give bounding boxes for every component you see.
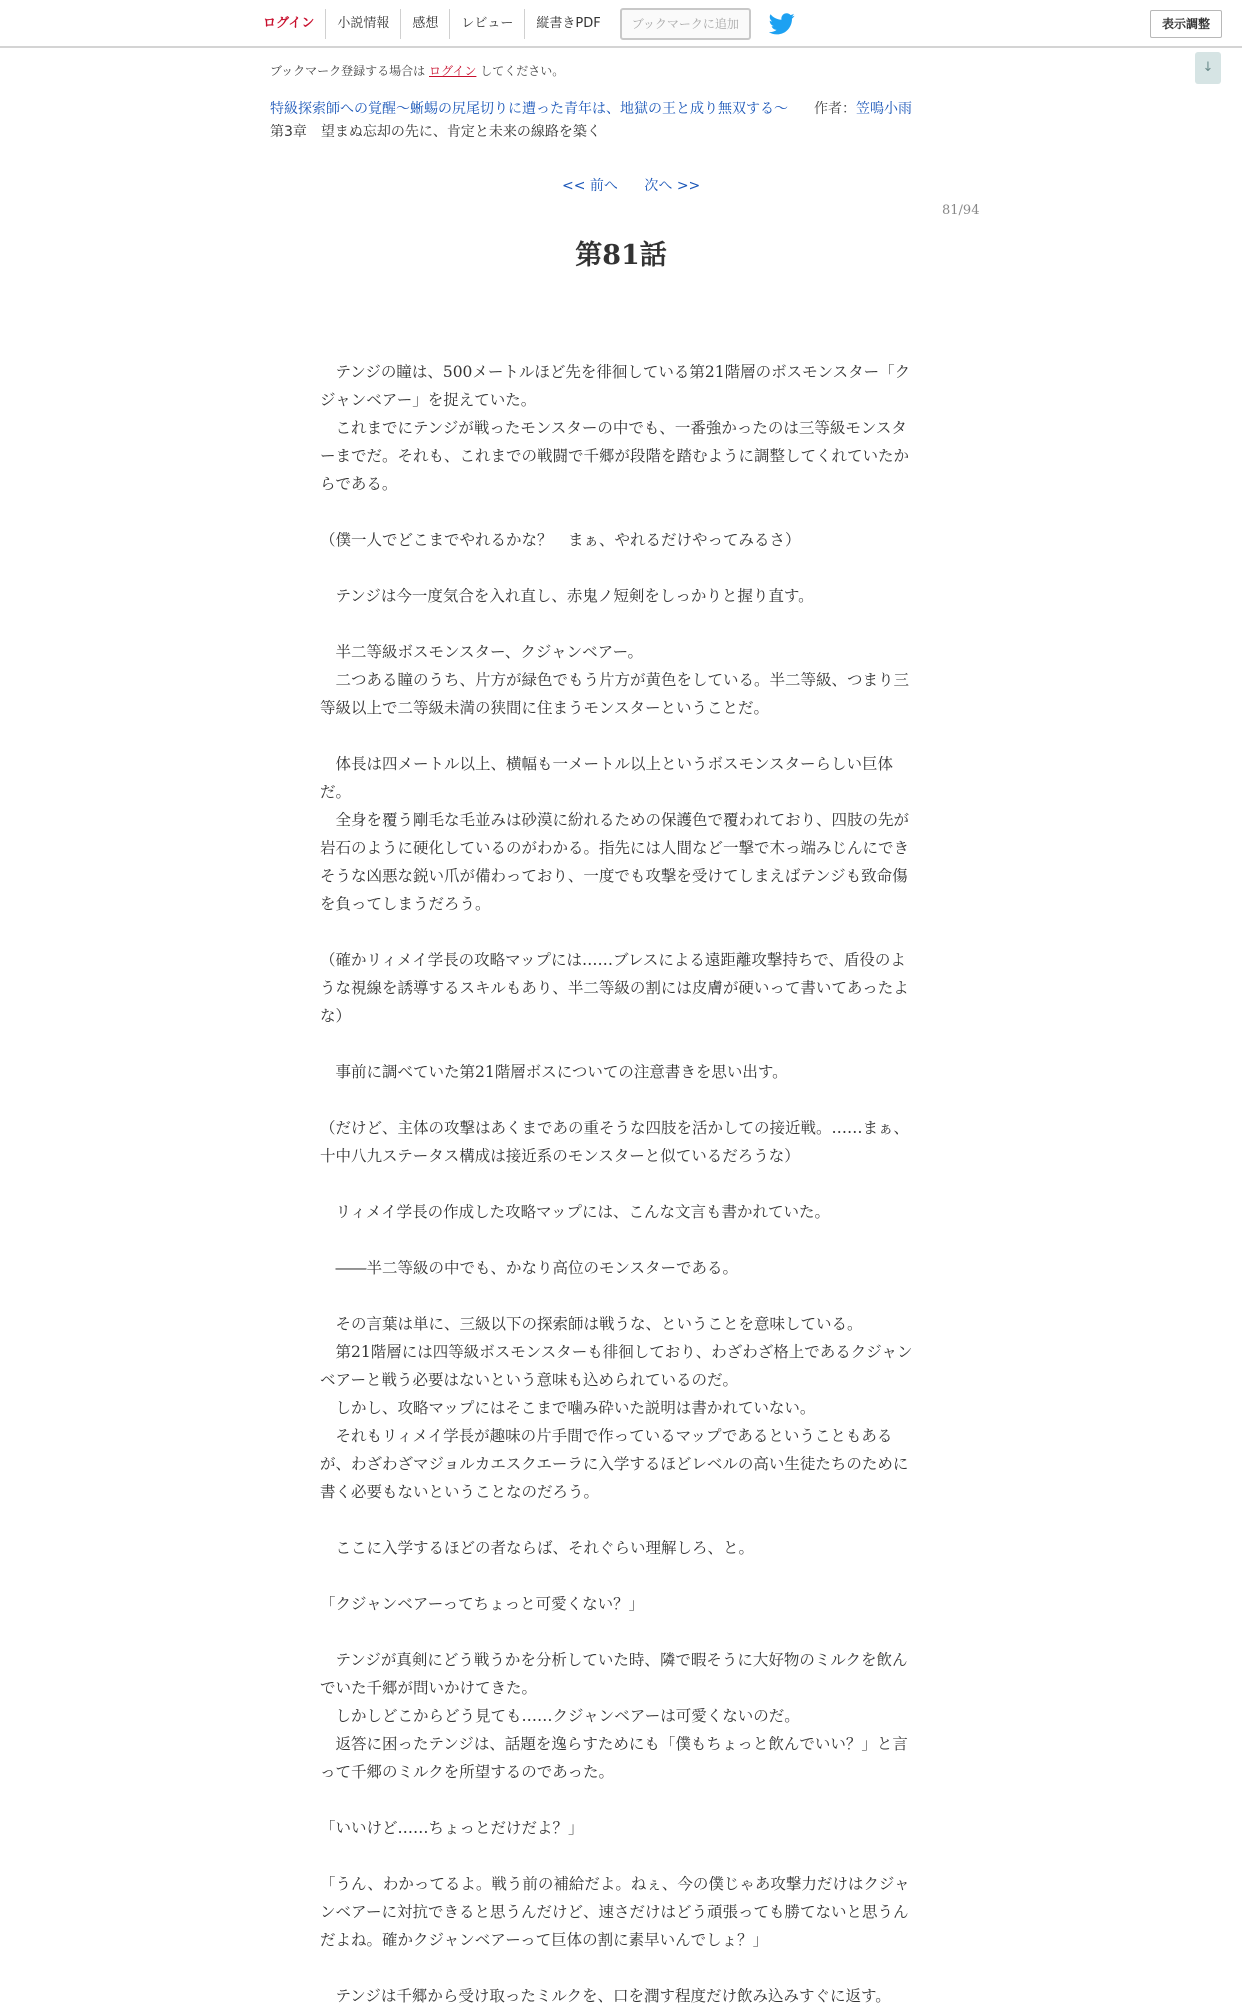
nav-login-link[interactable]: ログイン (252, 9, 326, 39)
body-paragraph: テンジが真剣にどう戦うかを分析していた時、隣で暇そうに大好物のミルクを飲んでいた千郷が問いかけてきた。 (320, 1651, 908, 1697)
body-paragraph: 第21階層には四等級ボスモンスターも徘徊しており、わざわざ格上であるクジャンベアーと戦う必要はないという意味も込められているのだ。 (320, 1343, 913, 1389)
author-label: 作者： (814, 101, 856, 117)
body-paragraph: （だけど、主体の攻撃はあくまであの重そうな四肢を活かしての接近戦。……まぁ、十中八九ステータス構成は接近系のモンスターと似ているだろうな） (320, 1119, 910, 1165)
body-paragraph: 二つある瞳のうち、片方が緑色でもう片方が黄色をしている。半二等級、つまり三等級以上で二等級未満の狭間に住まうモンスターということだ。 (320, 671, 910, 717)
blank-line (320, 1506, 920, 1534)
nav-novel-info-link[interactable]: 小説情報 (326, 9, 401, 39)
body-paragraph: テンジは千郷から受け取ったミルクを、口を潤す程度だけ飲み込みすぐに返す。 (320, 1987, 891, 2005)
body-paragraph: 返答に困ったテンジは、話題を逸らすためにも「僕もちょっと飲んでいい？」と言って千郷のミルクを所望するのであった。 (320, 1735, 908, 1781)
body-paragraph: ここに入学するほどの者ならば、それぐらい理解しろ、と。 (320, 1539, 755, 1557)
body-paragraph: ――半二等級の中でも、かなり高位のモンスターである。 (320, 1259, 739, 1277)
top-navigation-bar (0, 0, 1242, 48)
next-episode-link[interactable]: 次へ >> (644, 178, 701, 194)
body-paragraph: リィメイ学長の作成した攻略マップには、こんな文言も書かれていた。 (320, 1203, 830, 1221)
bookmark-login-note (270, 62, 564, 79)
episode-pager (562, 175, 700, 195)
body-paragraph: しかし、攻略マップにはそこまで噛み砕いた説明は書かれていない。 (320, 1399, 816, 1417)
blank-line (320, 1842, 920, 1870)
chapter-title: 第3章 望まぬ忘却の先に、肯定と未来の線路を築く (270, 124, 601, 140)
bookmark-note-prefix: ブックマーク登録する場合は (270, 64, 426, 78)
body-paragraph: テンジの瞳は、500メートルほど先を徘徊している第21階層のボスモンスター「クジャンベアー」を捉えていた。 (320, 363, 911, 409)
blank-line (320, 1226, 920, 1254)
body-paragraph: （僕一人でどこまでやれるかな？ まぁ、やれるだけやってみるさ） (320, 531, 801, 549)
body-paragraph: テンジは今一度気合を入れ直し、赤鬼ノ短剣をしっかりと握り直す。 (320, 587, 814, 605)
body-paragraph: （確かリィメイ学長の攻略マップには……ブレスによる遠距離攻撃持ちで、盾役のような視線を誘導するスキルもあり、半二等級の割には皮膚が硬いって書いてあったよな） (320, 951, 909, 1025)
bookmark-note-suffix: してください。 (480, 64, 565, 78)
blank-line (320, 498, 920, 526)
blank-line (320, 1030, 920, 1058)
blank-line (320, 1170, 920, 1198)
blank-line (320, 918, 920, 946)
body-paragraph: それもリィメイ学長が趣味の片手間で作っているマップであるということもあるが、わざわざマジョルカエスクエーラに入学するほどレベルの高い生徒たちのために書く必要もないということなのだろう。 (320, 1427, 909, 1501)
author-name-link[interactable]: 笠鳴小雨 (856, 101, 912, 117)
blank-line (320, 1086, 920, 1114)
nav-review-link[interactable]: レビュー (450, 9, 525, 39)
body-paragraph: これまでにテンジが戦ったモンスターの中でも、一番強かったのは三等級モンスターまでだ。それも、これまでの戦闘で千郷が段階を踏むように調整してくれていたからである。 (320, 419, 910, 493)
series-info (270, 98, 912, 118)
body-paragraph: 「いいけど……ちょっとだけだよ？」 (320, 1819, 584, 1837)
bookmark-note-login-link[interactable]: ログイン (429, 64, 477, 78)
page-counter: 81/94 (942, 203, 980, 218)
body-paragraph: 全身を覆う剛毛な毛並みは砂漠に紛れるための保護色で覆われており、四肢の先が岩石のように硬化しているのがわかる。指先には人間など一撃で木っ端みじんにできそうな凶悪な鋭い爪が備わっており、一度でも攻撃を受けてしまえばテンジも致命傷を負ってしまうだろう。 (320, 811, 910, 913)
blank-line (320, 722, 920, 750)
main-nav (252, 9, 795, 39)
blank-line (320, 1954, 920, 1982)
body-paragraph: 事前に調べていた第21階層ボスについての注意書きを思い出す。 (320, 1063, 788, 1081)
body-paragraph: 体長は四メートル以上、横幅も一メートル以上というボスモンスターらしい巨体だ。 (320, 755, 894, 801)
blank-line (320, 1282, 920, 1310)
blank-line (320, 1562, 920, 1590)
series-title-link[interactable]: 特級探索師への覚醒～蜥蜴の尻尾切りに遭った青年は、地獄の王と成り無双する～ (270, 101, 788, 117)
display-adjust-button[interactable]: 表示調整 (1150, 10, 1222, 38)
blank-line (320, 1618, 920, 1646)
twitter-icon[interactable] (769, 13, 795, 35)
episode-title: 第81話 (575, 240, 667, 271)
body-paragraph: 半二等級ボスモンスター、クジャンベアー。 (320, 643, 644, 661)
novel-body-text (320, 358, 920, 2010)
add-bookmark-button[interactable]: ブックマークに追加 (620, 8, 751, 40)
nav-impressions-link[interactable]: 感想 (401, 9, 450, 39)
nav-vertical-pdf-link[interactable]: 縦書きPDF (536, 16, 601, 31)
blank-line (320, 554, 920, 582)
body-paragraph: 「クジャンベアーってちょっと可愛くない？」 (320, 1595, 645, 1613)
scroll-down-button[interactable]: ↓ (1195, 52, 1221, 84)
body-paragraph: 「うん、わかってるよ。戦う前の補給だよ。ねぇ、今の僕じゃあ攻撃力だけはクジャンベアーに対抗できると思うんだけど、速さだけはどう頑張っても勝てないと思うんだよね。確かクジャンベアーって巨体の割に素早いんでしょ？」 (320, 1875, 910, 1949)
prev-episode-link[interactable]: << 前へ (562, 178, 618, 194)
blank-line (320, 1786, 920, 1814)
body-paragraph: しかしどこからどう見ても……クジャンベアーは可愛くないのだ。 (320, 1707, 800, 1725)
blank-line (320, 610, 920, 638)
body-paragraph: その言葉は単に、三級以下の探索師は戦うな、ということを意味している。 (320, 1315, 863, 1333)
